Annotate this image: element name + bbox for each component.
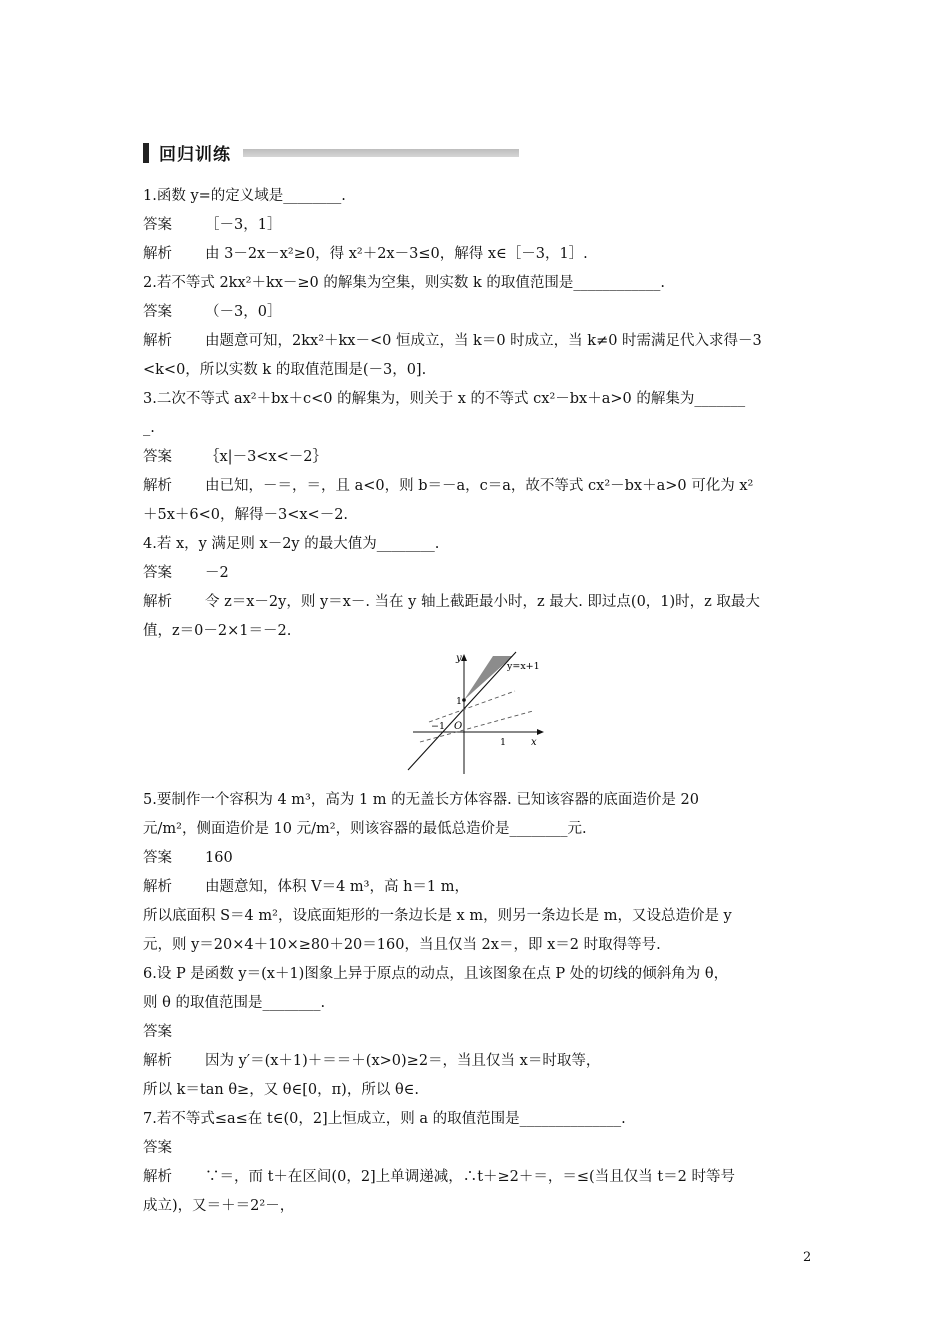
analysis-label: 解析 <box>143 246 172 262</box>
line-label: y=x+1 <box>507 661 540 672</box>
feasible-region-graph <box>403 650 553 776</box>
y-axis-label: y <box>456 653 462 664</box>
x-axis-label: x <box>531 737 537 748</box>
point-0-1 <box>462 698 466 702</box>
tick-x-neg-1: −1 <box>431 721 446 732</box>
section-header <box>143 140 519 165</box>
answer-4: 答案 －2 <box>143 559 811 588</box>
question-3: 3.二次不等式 ax²＋bx＋c<0 的解集为，则关于 x 的不等式 cx²－bx＋a>0 的解集为_______ <box>143 391 746 407</box>
answer-7 <box>143 1134 811 1163</box>
question-6-cont: 则 θ 的取值范围是________. <box>143 995 326 1011</box>
x-axis-arrow <box>537 729 544 735</box>
y-axis-arrow <box>461 654 467 661</box>
answer-label: 答案 <box>143 565 172 581</box>
analysis-3: 解析 由已知，－＝，＝，且 a<0，则 b＝－a，c＝a，故不等式 cx²－bx＋a>0 可化为 x² <box>143 472 811 501</box>
tick-x-1: 1 <box>500 737 507 748</box>
question-6: 6.设 P 是函数 y＝(x＋1)图象上异于原点的动点，且该图象在点 P 处的切线的倾斜角为 θ， <box>143 966 729 982</box>
analysis-3-cont: ＋5x＋6<0，解得－3<x<－2. <box>143 507 349 523</box>
question-7: 7.若不等式≤a≤在 t∈(0，2]上恒成立，则 a 的取值范围是______________. <box>143 1111 626 1127</box>
answer-5: 答案 160 <box>143 844 811 873</box>
question-2: 2.若不等式 2kx²＋kx－≥0 的解集为空集，则实数 k 的取值范围是____________. <box>143 275 666 291</box>
answer-label: 答案 <box>143 850 172 866</box>
analysis-6-cont: 所以 k＝tan θ≥，又 θ∈[0，π)，所以 θ∈. <box>143 1082 420 1098</box>
line-y-eq-x-plus-1 <box>408 652 516 770</box>
dashed-line-upper <box>429 691 515 722</box>
analysis-5-cont-2: 元，则 y＝20×4＋10×≥80＋20＝160，当且仅当 2x＝，即 x＝2 时取得等号. <box>143 937 661 953</box>
origin-label: O <box>454 721 463 732</box>
analysis-2-cont: <k<0，所以实数 k 的取值范围是(－3，0]. <box>143 362 427 378</box>
answer-label: 答案 <box>143 1140 172 1156</box>
analysis-2: 解析 由题意可知，2kx²＋kx－<0 恒成立，当 k＝0 时成立，当 k≠0 时需满足代入求得－3 <box>143 327 811 356</box>
answer-label: 答案 <box>143 217 172 233</box>
answer-2: 答案 （－3，0］ <box>143 298 811 327</box>
analysis-label: 解析 <box>143 879 172 895</box>
analysis-label: 解析 <box>143 1053 172 1069</box>
analysis-1: 解析 由 3－2x－x²≥0，得 x²＋2x－3≤0，解得 x∈［－3，1］. <box>143 240 811 269</box>
answer-label: 答案 <box>143 449 172 465</box>
analysis-label: 解析 <box>143 594 172 610</box>
analysis-5: 解析 由题意知，体积 V＝4 m³，高 h＝1 m， <box>143 873 811 902</box>
figure <box>143 650 811 778</box>
analysis-label: 解析 <box>143 1169 172 1185</box>
tick-y-1: 1 <box>456 696 463 707</box>
analysis-label: 解析 <box>143 333 172 349</box>
question-4: 4.若 x，y 满足则 x－2y 的最大值为________. <box>143 536 440 552</box>
analysis-4-cont: 值，z＝0－2×1＝－2. <box>143 623 292 639</box>
answer-label: 答案 <box>143 304 172 320</box>
answer-6 <box>143 1018 811 1047</box>
section-title: 回归训练 <box>159 145 231 165</box>
question-1: 1.函数 y=的定义域是________. <box>143 188 346 204</box>
page-number: 2 <box>803 1250 812 1265</box>
answer-label: 答案 <box>143 1024 172 1040</box>
analysis-label: 解析 <box>143 478 172 494</box>
content <box>143 182 811 1221</box>
analysis-5-cont-1: 所以底面积 S＝4 m²，设底面矩形的一条边长是 x m，则另一条边长是 m，又设总造价是 y <box>143 908 732 924</box>
answer-3: 答案 ｛x|－3<x<－2｝ <box>143 443 811 472</box>
section-rule <box>243 149 519 157</box>
analysis-6: 解析 因为 y′＝(x＋1)＋＝＝＋(x>0)≥2＝，当且仅当 x＝时取等， <box>143 1047 811 1076</box>
question-3-cont: _. <box>143 420 155 436</box>
analysis-4: 解析 令 z＝x－2y，则 y＝x－. 当在 y 轴上截距最小时，z 最大. 即过点(0，1)时，z 取最大 <box>143 588 811 617</box>
question-5-cont: 元/m²，侧面造价是 10 元/m²，则该容器的最低总造价是________元. <box>143 821 587 837</box>
answer-1: 答案 ［－3，1］ <box>143 211 811 240</box>
analysis-7: 解析 ∵＝，而 t＋在区间(0，2]上单调递减，∴t＋≥2＋＝，＝≤(当且仅当 t＝2 时等号 <box>143 1163 811 1192</box>
analysis-7-cont: 成立)，又＝＋＝2²－， <box>143 1198 295 1214</box>
section-bar <box>143 143 149 163</box>
question-5: 5.要制作一个容积为 4 m³，高为 1 m 的无盖长方体容器. 已知该容器的底面造价是 20 <box>143 792 699 808</box>
